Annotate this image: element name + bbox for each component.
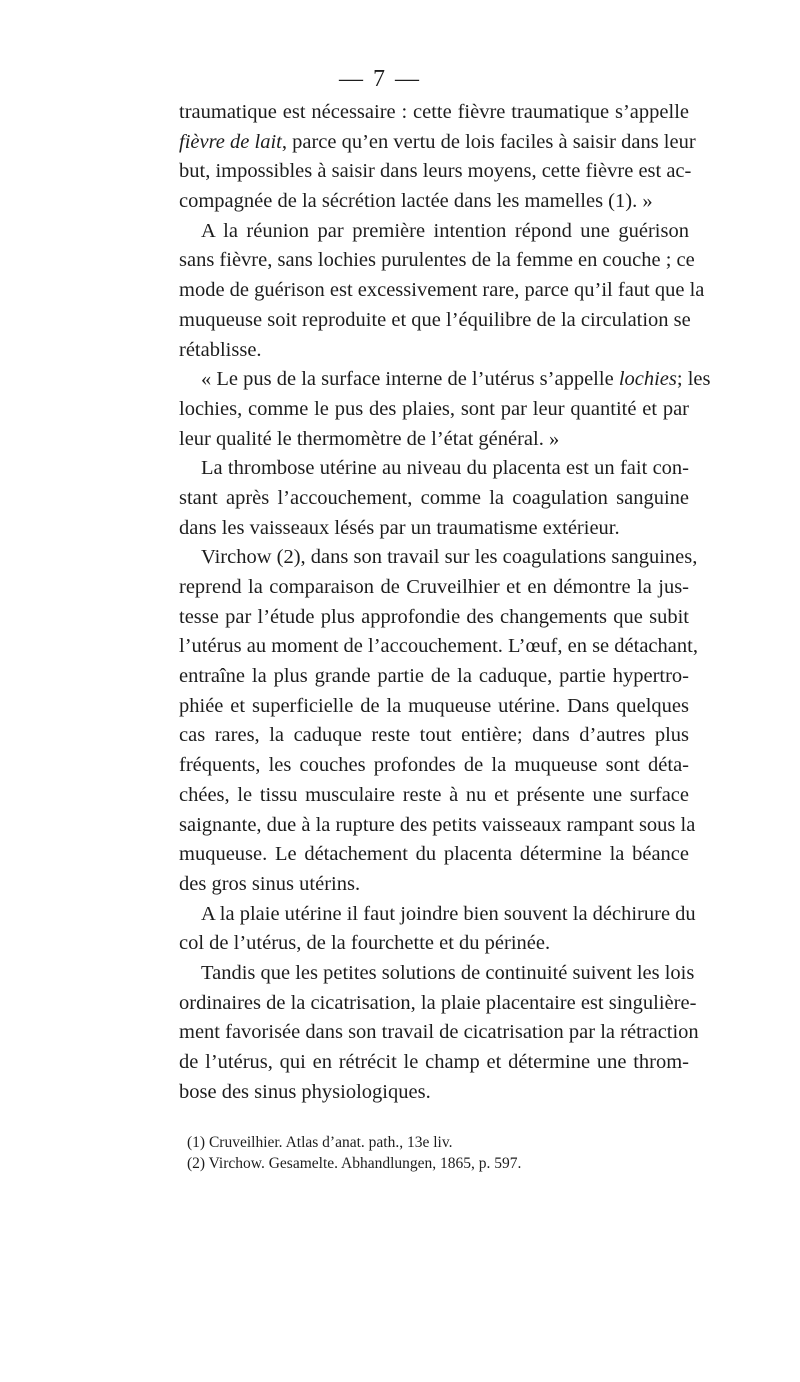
line-text: traumatique est nécessaire : cette fièvre traumatique s’appelle bbox=[179, 101, 689, 123]
line-text: de l’utérus, qui en rétrécit le champ et détermine une throm- bbox=[179, 1051, 689, 1073]
text-line bbox=[179, 662, 689, 692]
line-text: La thrombose utérine au niveau du placenta est un fait con- bbox=[201, 457, 689, 480]
line-text: muqueuse. Le détachement du placenta détermine la béance bbox=[179, 843, 689, 866]
line-text: phiée et superficielle de la muqueuse utérine. Dans quelques bbox=[179, 694, 689, 717]
text-line bbox=[179, 187, 689, 217]
line-text: muqueuse soit reproduite et que l’équilibre de la circulation se bbox=[179, 308, 691, 331]
line-text: Tandis que les petites solutions de continuité suivent les lois bbox=[201, 961, 695, 984]
italic-term: fièvre de lait bbox=[179, 130, 282, 153]
text-line bbox=[179, 989, 697, 1019]
text-line bbox=[179, 900, 696, 930]
text-line bbox=[179, 603, 689, 633]
text-line bbox=[179, 128, 696, 158]
line-text: Virchow (2), dans son travail sur les coagulations sanguines, bbox=[201, 546, 698, 569]
line-text: , parce qu’en vertu de lois faciles à saisir dans leur bbox=[281, 130, 696, 153]
line-text: cas rares, la caduque reste tout entière; dans d’autres plus bbox=[179, 724, 689, 747]
text-line bbox=[179, 1078, 689, 1108]
footnote-1: (1) Cruveilhier. Atlas d’anat. path., 13e liv. bbox=[187, 1134, 453, 1151]
text-line bbox=[179, 692, 689, 722]
line-text: entraîne la plus grande partie de la caduque, partie hypertro- bbox=[179, 665, 689, 688]
text-line bbox=[179, 1018, 699, 1048]
line-text: sans fièvre, sans lochies purulentes de la femme en couche ; ce bbox=[179, 249, 695, 272]
text-line bbox=[179, 781, 689, 811]
italic-term: lochies bbox=[618, 368, 677, 391]
line-text: chées, le tissu musculaire reste à nu et présente une surface bbox=[179, 783, 689, 806]
line-text: ment favorisée dans son travail de cicatrisation par la rétraction bbox=[179, 1021, 699, 1044]
text-line bbox=[179, 1048, 689, 1078]
text-line bbox=[179, 454, 689, 484]
line-text: tesse par l’étude plus approfondie des changements que subit bbox=[179, 605, 689, 628]
body-text bbox=[179, 98, 711, 1107]
text-line bbox=[179, 543, 698, 573]
line-text: leur qualité le thermomètre de l’état général. » bbox=[179, 427, 560, 450]
line-text: but, impossibles à saisir dans leurs moyens, cette fièvre est ac- bbox=[179, 160, 692, 183]
text-line bbox=[179, 870, 689, 900]
line-text: stant après l’accouchement, comme la coagulation sanguine bbox=[179, 486, 689, 509]
text-line bbox=[179, 840, 689, 870]
line-text: mode de guérison est excessivement rare, parce qu’il faut que la bbox=[179, 279, 705, 302]
line-text: A la réunion par première intention répond une guérison bbox=[201, 219, 689, 242]
text-line bbox=[179, 811, 696, 841]
page-number: — 7 — bbox=[339, 66, 421, 92]
line-text: lochies, comme le pus des plaies, sont par leur quantité et par bbox=[179, 397, 689, 420]
text-line bbox=[179, 306, 689, 336]
line-text: des gros sinus utérins. bbox=[179, 872, 361, 895]
line-text: reprend la comparaison de Cruveilhier et en démontre la jus- bbox=[179, 576, 689, 598]
line-text: rétablisse. bbox=[179, 338, 262, 361]
footnote-2: (2) Virchow. Gesamelte. Abhandlungen, 1865, p. 597. bbox=[187, 1155, 522, 1172]
text-line bbox=[179, 959, 695, 989]
line-text: ordinaires de la cicatrisation, la plaie placentaire est singulière- bbox=[179, 991, 697, 1014]
line-text: « Le pus de la surface interne de l’utérus s’appelle bbox=[201, 368, 619, 391]
line-text: saignante, due à la rupture des petits vaisseaux rampant sous la bbox=[179, 813, 696, 836]
text-line bbox=[179, 395, 689, 425]
text-line bbox=[179, 573, 689, 603]
line-text: col de l’utérus, de la fourchette et du périnée. bbox=[179, 932, 551, 955]
text-line bbox=[179, 751, 689, 781]
line-text: fréquents, les couches profondes de la muqueuse sont déta- bbox=[179, 754, 689, 777]
line-text: A la plaie utérine il faut joindre bien souvent la déchirure du bbox=[201, 902, 696, 925]
text-line bbox=[179, 336, 689, 366]
text-line bbox=[179, 276, 705, 306]
line-text: compagnée de la sécrétion lactée dans les mamelles (1). » bbox=[179, 190, 653, 213]
text-line bbox=[179, 632, 698, 662]
text-line bbox=[179, 721, 689, 751]
line-text: bose des sinus physiologiques. bbox=[179, 1080, 431, 1103]
text-line bbox=[179, 425, 689, 455]
text-line bbox=[179, 157, 692, 187]
text-line bbox=[179, 98, 689, 128]
text-line bbox=[179, 365, 711, 395]
line-text: ; les bbox=[676, 368, 711, 391]
text-line bbox=[179, 246, 695, 276]
line-text: l’utérus au moment de l’accouchement. L’œuf, en se détachant, bbox=[179, 635, 698, 658]
line-text: dans les vaisseaux lésés par un traumatisme extérieur. bbox=[179, 516, 620, 539]
footnotes bbox=[187, 1132, 687, 1174]
text-line bbox=[179, 217, 689, 247]
text-line bbox=[179, 484, 689, 514]
text-line bbox=[179, 929, 689, 959]
text-line bbox=[179, 514, 689, 544]
